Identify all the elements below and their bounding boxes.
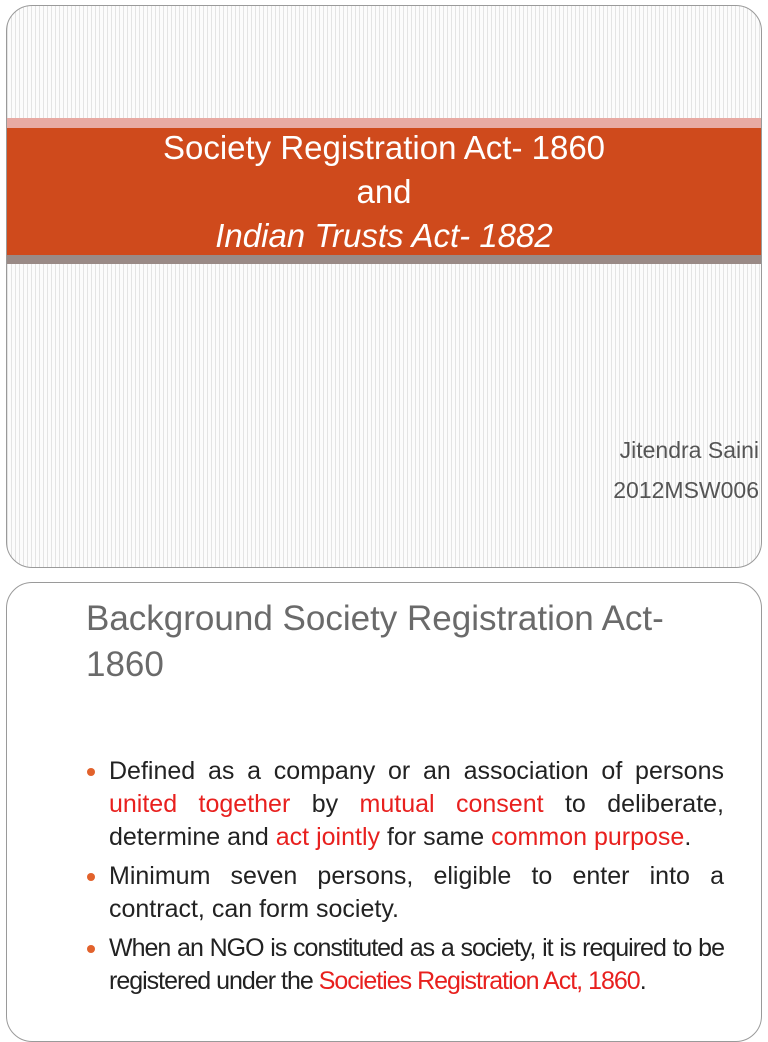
bullet-item-definition	[87, 755, 724, 854]
bullet-text: When an NGO is constituted as a society, it is required to be registered under the	[109, 934, 724, 995]
highlight-text: common purpose	[491, 823, 685, 851]
title-slide	[6, 5, 762, 568]
bullet-text: for same	[380, 823, 492, 851]
title-line-1: Society Registration Act- 1860	[162, 128, 606, 166]
bullet-icon	[87, 873, 95, 881]
bullet-text: Defined as a company or an association of persons	[109, 757, 724, 785]
bullet-item-registration	[87, 932, 724, 998]
title-line-2: and	[356, 172, 412, 210]
title-band	[7, 128, 761, 255]
bullet-icon	[87, 768, 95, 776]
author-block	[613, 430, 759, 510]
slide-heading: Background Society Registration Act-1860	[86, 599, 664, 684]
bullet-text: .	[639, 967, 646, 995]
bullet-item-minimum-members	[87, 860, 724, 926]
bullet-icon	[87, 945, 95, 953]
bullet-text: Minimum seven persons, eligible to enter into a contract, can form society.	[109, 862, 724, 923]
title-line-3: Indian Trusts Act- 1882	[215, 216, 553, 254]
author-name: Jitendra Saini	[619, 437, 759, 463]
author-id: 2012MSW006	[613, 477, 759, 503]
bullet-list	[87, 755, 724, 1004]
accent-bar-bottom	[7, 255, 761, 264]
bullet-text: .	[684, 823, 692, 851]
bullet-text: to deliberate, determine and	[109, 790, 725, 851]
highlight-text: mutual consent	[359, 790, 544, 818]
highlight-text: act jointly	[275, 823, 380, 851]
content-slide	[6, 582, 762, 1042]
bullet-text: by	[290, 790, 360, 818]
highlight-text: united together	[109, 790, 291, 818]
highlight-text: Societies Registration Act, 1860	[318, 967, 640, 995]
